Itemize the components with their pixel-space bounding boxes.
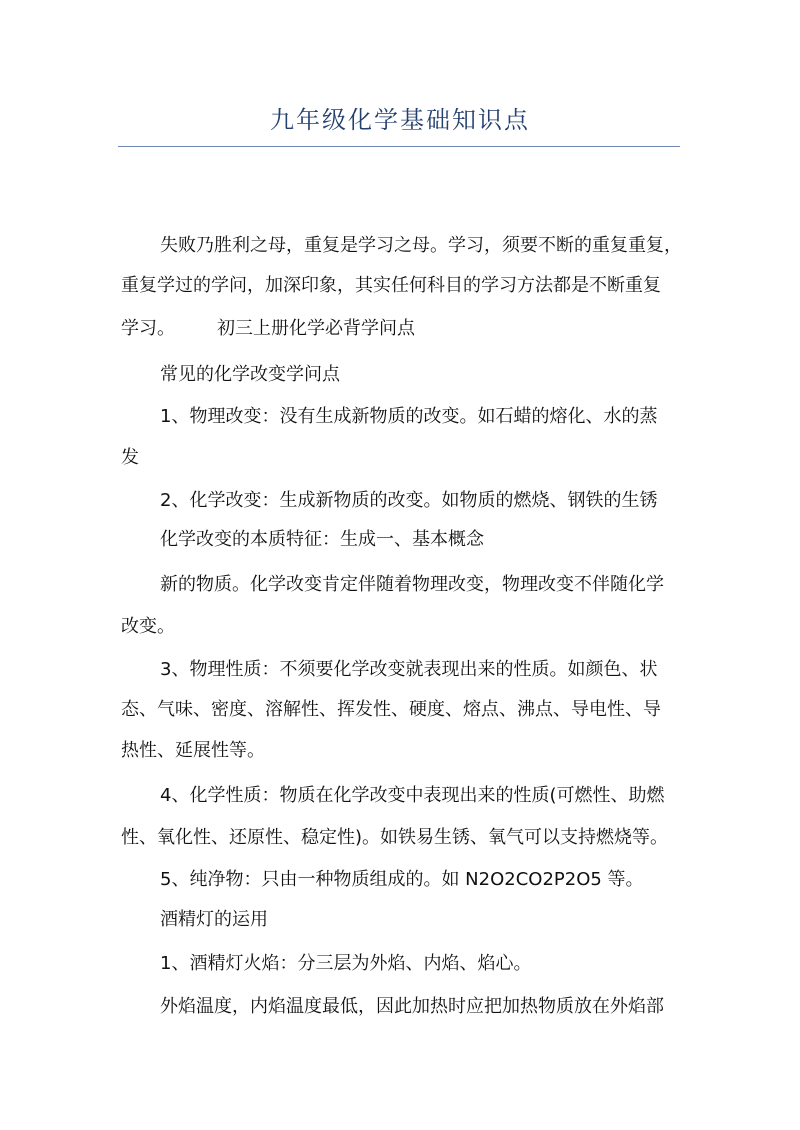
title-underline — [118, 146, 680, 147]
paragraph-line: 态、气味、密度、溶解性、挥发性、硬度、熔点、沸点、导电性、导 — [121, 699, 661, 720]
paragraph-line: 性、氧化性、还原性、稳定性)。如铁易生锈、氧气可以支持燃烧等。 — [121, 827, 669, 848]
paragraph-line: 热性、延展性等。 — [121, 740, 265, 761]
paragraph-line: 化学改变的本质特征：生成一、基本概念 — [160, 529, 484, 550]
document-title: 九年级化学基础知识点 — [270, 106, 530, 134]
paragraph-line: 1、物理改变：没有生成新物质的改变。如石蜡的熔化、水的蒸 — [160, 406, 658, 427]
paragraph-line: 2、化学改变：生成新物质的改变。如物质的燃烧、钢铁的生锈 — [160, 490, 658, 511]
paragraph-line: 外焰温度，内焰温度最低，因此加热时应把加热物质放在外焰部 — [160, 996, 664, 1017]
paragraph-line — [0, 317, 800, 341]
paragraph-line: 改变。 — [121, 616, 175, 637]
paragraph-line: 重复学过的学问，加深印象，其实任何科目的学习方法都是不断重复 — [121, 275, 661, 296]
paragraph-line: 3、物理性质：不须要化学改变就表现出来的性质。如颜色、状 — [160, 659, 658, 680]
paragraph-text: 学习。 — [121, 318, 175, 339]
section-heading: 初三上册化学必背学问点 — [217, 318, 415, 339]
paragraph-line: 4、化学性质：物质在化学改变中表现出来的性质(可燃性、助燃 — [160, 785, 665, 806]
paragraph-line: 5、纯净物：只由一种物质组成的。如 N2O2CO2P2O5 等。 — [160, 869, 644, 890]
paragraph-line: 1、酒精灯火焰：分三层为外焰、内焰、焰心。 — [160, 953, 532, 974]
paragraph-line: 新的物质。化学改变肯定伴随着物理改变，物理改变不伴随化学 — [160, 574, 664, 595]
section-heading: 酒精灯的运用 — [160, 909, 268, 930]
section-heading: 常见的化学改变学问点 — [160, 364, 340, 385]
paragraph-line: 发 — [121, 447, 139, 468]
paragraph-line: 失败乃胜利之母，重复是学习之母。学习，须要不断的重复重复， — [160, 235, 682, 256]
